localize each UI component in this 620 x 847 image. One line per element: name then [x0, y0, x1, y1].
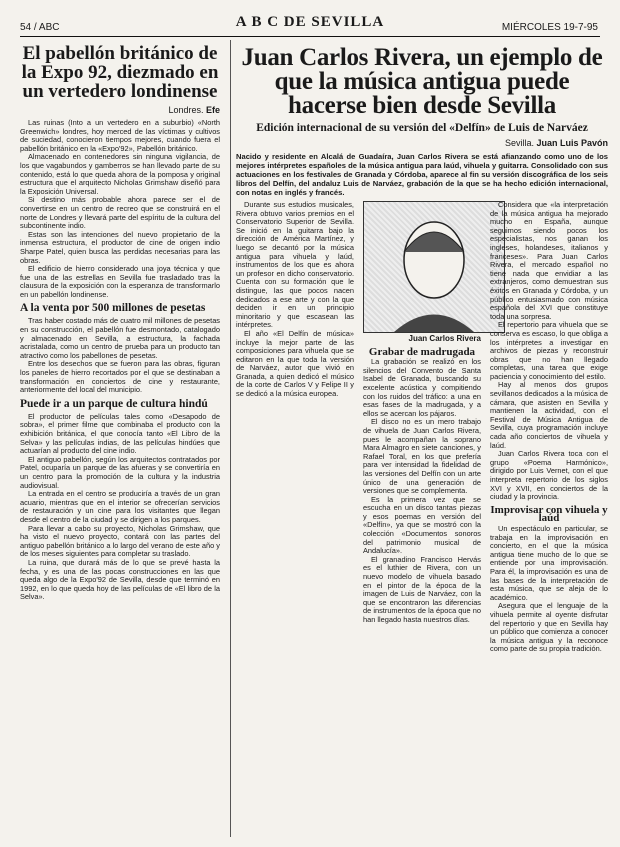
article-pavilion: [20, 42, 220, 602]
issue-date: MIÉRCOLES 19-7-95: [501, 22, 598, 33]
paragraph: La entrada en el centro se produciría a través de un gran acuario, mientras que en el interior se ofrecerían servicios de restauración y un cine para los visitantes que llegan desde el centro de la ciudad y se dirigen a los parques.: [20, 489, 220, 524]
paragraph: Considera que «la interpretación de la música antigua ha mejorado mucho en España, aunque seguimos siendo pocos los especialistas, nos ganan los ingleses, holandeses, italianos y franceses». Para Juan Carlos Rivera, el mercado español no tiene nada que envidiar a las extranjeros, como demuestran sus éxitos en Granada y Córdoba, y un público entusiasmado con música española del XVI que constituye toda una sorpresa.: [490, 200, 608, 321]
paragraph: La grabación se realizó en los silencios del Convento de Santa Isabel de Granada, buscando su excelente acústica y compitiendo con los ruidos del tráfico: a una en esas fases de la madrugada, y a ellos se acercan los pájaros.: [363, 357, 481, 418]
paragraph: El repertorio para vihuela que se conserva es escaso, lo que obliga a los intérpretes a investigar en archivos de piezas y reconstruir obras que no han llegado completas, una tarea que exige paciencia y conocimiento del estilo.: [490, 320, 608, 381]
article-headline: Juan Carlos Rivera, un ejemplo de que la música antigua puede hacerse bien desde Sevilla: [241, 44, 603, 119]
subheading: Improvisar con vihuela y laúd: [490, 503, 608, 525]
subheading: A la venta por 500 millones de pesetas: [20, 302, 206, 315]
text-column: [363, 201, 481, 625]
portrait-icon: [364, 202, 504, 332]
paragraph: El granadino Francisco Hervás es el luthier de Rivera, con un nuevo modelo de vihuela basado en el pintor de la época de la imagen de Luis de Narváez, con la que se encontraron las diferencias de instrumentos de la época que no han llegado hasta nuestros días.: [363, 554, 481, 624]
article-lede: Nacido y residente en Alcalá de Guadaíra, Juan Carlos Rivera se está afianzando como uno de los mejores intérpretes españoles de la música antigua para laúd, vihuela y guitarra. Consolidado con sus actuaciones en los festivales de Granada y Córdoba, aparece al fin su versión discográfica de los seis libros del Delfín, del andaluz Luis de Narváez, grabación de la que se ha hecho edición internacional, con notas en inglés y francés.: [236, 152, 608, 197]
paragraph: Si destino más probable ahora parece ser el de convertirse en un centro de recreo que se construirá en el norte de Londres y llevará parte del espíritu de la cultura del subcontinente indio.: [20, 195, 220, 231]
subheading: Puede ir a un parque de cultura hindú: [20, 397, 208, 410]
byline: [20, 105, 220, 115]
column-divider: [230, 40, 231, 837]
paragraph: Tras haber costado más de cuatro mil millones de pesetas en su construcción, el pabellón fue desmontado, catalogado y almacenado en Sevilla, a estructura, la fachada acristalada, como un centro de prueba para un producto tan atractivo como los pabellones de pesetas.: [20, 316, 220, 360]
page-number: 54 / ABC: [20, 22, 60, 33]
section-title: A B C DE SEVILLA: [235, 14, 385, 30]
article-body: [20, 119, 220, 602]
photo-caption: Juan Carlos Rivera: [408, 334, 481, 343]
byline: [236, 138, 608, 148]
paragraph: Almacenado en contenedores sin ninguna vigilancia, de los que vagabundos y gamberros se han llevado parte de su contenido, está lo que queda ahora de la pomposa y original estructura que el arquitecto Nicholas Grimshaw diseñó para la Exposición Universal.: [20, 152, 220, 196]
article-deck: Edición internacional de su versión del «Delfín» de Luis de Narváez: [256, 122, 588, 134]
paragraph: El año «El Delfín de música» incluye la mejor parte de las composiciones para vihuela que se editaron en la que toda la versión de Narváez, autor que vivió en Granada, a quien dedicó el músico de la corte de Carlos V y Felipe II y se dedicó a la música europea.: [236, 328, 354, 399]
paragraph: Para llevar a cabo su proyecto, Nicholas Grimshaw, que ha visto el nuevo proyecto, contará con las partes del antiguo pabellón británico a lo largo del verano de este año y de los meses siguientes para completar su traslado.: [20, 523, 220, 559]
paragraph: El disco no es un mero trabajo de vihuela de Juan Carlos Rivera, pues le acompañan la soprano Mara Almagro en siete canciones, y Rafael Toral, en los que prefería para ver intensidad la fidelidad de las versiones del Delfín con un arte único de una generación de versiones que se complementa.: [363, 417, 481, 496]
paragraph: El antiguo pabellón, según los arquitectos contratados por Patel, ocuparía un parque de las afueras y se convertiría en un centro para la promoción de la cultura y la industria audiovisual.: [20, 454, 220, 490]
header-rule: [20, 36, 600, 37]
paragraph: Juan Carlos Rivera toca con el grupo «Poema Harmónico», dirigido por Luis Vernet, con el que interpreta repertorio de los siglos XVI y XVII, en conciertos de la ciudad y la provincia.: [490, 449, 608, 502]
paragraph: El productor de películas tales como «Desapodo de sobra», el primer filme que combinaba el producto con la exhibición británica, el que conocía tanto «El Libro de la Selva» y las películas indias, de las películas hindúes que actuarían al producto del cine indio.: [20, 411, 220, 456]
subheading: Grabar de madrugada: [368, 345, 476, 358]
paragraph: La ruina, que durará más de lo que se prevé hasta la fecha, y es una de las pocas construcciones en las que queda algo de la Expo'92 de Sevilla, desde que terminó en 1992, en lo que queda hoy de las películas de «El libro de la Selva».: [20, 557, 220, 602]
byline-agency: Efe: [205, 105, 220, 115]
portrait-photo: [363, 201, 505, 333]
text-column: [236, 201, 354, 399]
paragraph: Es la primera vez que se escucha en un disco tantas piezas y esos poemas en versión del «Delfín», ya que se mostró con la colección «Documentos sonoros del patrimonio musical de Andalucía».: [363, 494, 481, 556]
byline-author: Juan Luis Pavón: [536, 138, 608, 148]
article-rivera: [236, 42, 608, 654]
article-headline: El pabellón británico de la Expo 92, diezmado en un vertedero londinense: [21, 43, 219, 102]
page-header: [0, 0, 620, 40]
paragraph: Las ruinas (Into a un vertedero en a suburbio) «North Greenwich» londres, hoy merced de las víctimas y cultivos de suciedad, conocieron tiempos mejores, cuando fuera el pabellón británico en la «Expo'92», Pabellón británico.: [20, 118, 220, 153]
paragraph: Un espectáculo en particular, se trabaja en la improvisación en concierto, en el que la música antigua tiene mucho de lo que se entiende por una improvisación. Para él, la improvisación es una de las bases de la interpretación de esta música, que se aleja de lo académico.: [490, 523, 608, 602]
text-column: [490, 201, 608, 654]
paragraph: Estas son las intenciones del nuevo propietario de la inmensa estructura, el productor de cine de origen indio Sharpe Patel, quien busca las perdidas necesarias para las obras.: [20, 229, 220, 265]
paragraph: Durante sus estudios musicales, Rivera obtuvo varios premios en el Conservatorio Superior de Sevilla. Se inició en la guitarra bajo la dirección de América Martínez, y luego se decantó por la música antigua para vihuela y laúd, instrumentos de los que es ahora un profesor en dicho conservatorio. Cuenta con su formación que le distingue, las que pocos nacen dedicados a ese arte y con la que deciden ir en un principio minoritario y que escasean las intérpretes.: [236, 200, 354, 330]
paragraph: Hay al menos dos grupos sevillanos dedicados a la música de cámara, que asisten en Sevilla y mantienen la actividad, con el Festival de Música Antigua de Sevilla, cuya programación incluye cada año conciertos de vihuela y laúd.: [490, 380, 608, 450]
paragraph: Entre los desechos que se fueron para las obras, figuran los paneles de hierro recortados por el que se destinaban a transformación en conciertos de cine y restaurante, anteriormente del local del municipio.: [20, 359, 220, 395]
byline-place: Londres.: [168, 105, 204, 115]
paragraph: El edificio de hierro considerado una joya técnica y que fue una de las estrellas en Sevilla fue trasladado tras la clausura de la exposición con la esperanza de transformarlo en un pabellón londinense.: [20, 264, 220, 299]
paragraph: Asegura que el lenguaje de la vihuela permite al oyente disfrutar del repertorio y que en Sevilla hay un público que comienza a conocer la música antigua y la reconoce como parte de su propia tradición.: [490, 601, 608, 654]
byline-place: Sevilla.: [504, 138, 534, 148]
